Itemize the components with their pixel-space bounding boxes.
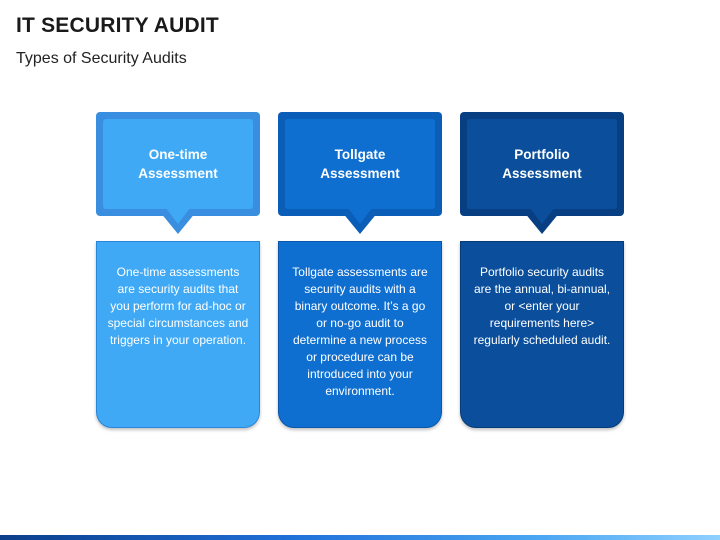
card-heading: One-time Assessment <box>138 147 218 181</box>
card-header <box>278 112 442 216</box>
card-body <box>460 241 624 428</box>
card-header <box>460 112 624 216</box>
header-pointer-inner <box>166 208 190 224</box>
card-body <box>278 241 442 428</box>
card-header-inner <box>467 119 617 209</box>
card-body <box>96 241 260 428</box>
audit-type-card-tollgate <box>278 112 442 430</box>
bottom-accent-bar <box>0 535 720 540</box>
header-pointer-inner <box>530 208 554 224</box>
card-heading: Portfolio Assessment <box>502 147 582 181</box>
card-description: Tollgate assessments are security audits with a binary outcome. It’s a go or no-go audit to determine a new process or procedure can be introduced into your environment. <box>292 265 428 398</box>
card-header-inner <box>103 119 253 209</box>
audit-type-card-portfolio <box>460 112 624 430</box>
card-header-inner <box>285 119 435 209</box>
page-subtitle: Types of Security Audits <box>16 50 187 67</box>
page-title: IT SECURITY AUDIT <box>16 14 219 37</box>
card-header <box>96 112 260 216</box>
card-description: One-time assessments are security audits that you perform for ad-hoc or special circumstances and triggers in your operation. <box>107 265 249 347</box>
card-description: Portfolio security audits are the annual, bi-annual, or <enter your requirements here> regularly scheduled audit. <box>473 265 611 347</box>
header-pointer-inner <box>348 208 372 224</box>
audit-type-card-one-time <box>96 112 260 430</box>
card-heading: Tollgate Assessment <box>320 147 400 181</box>
